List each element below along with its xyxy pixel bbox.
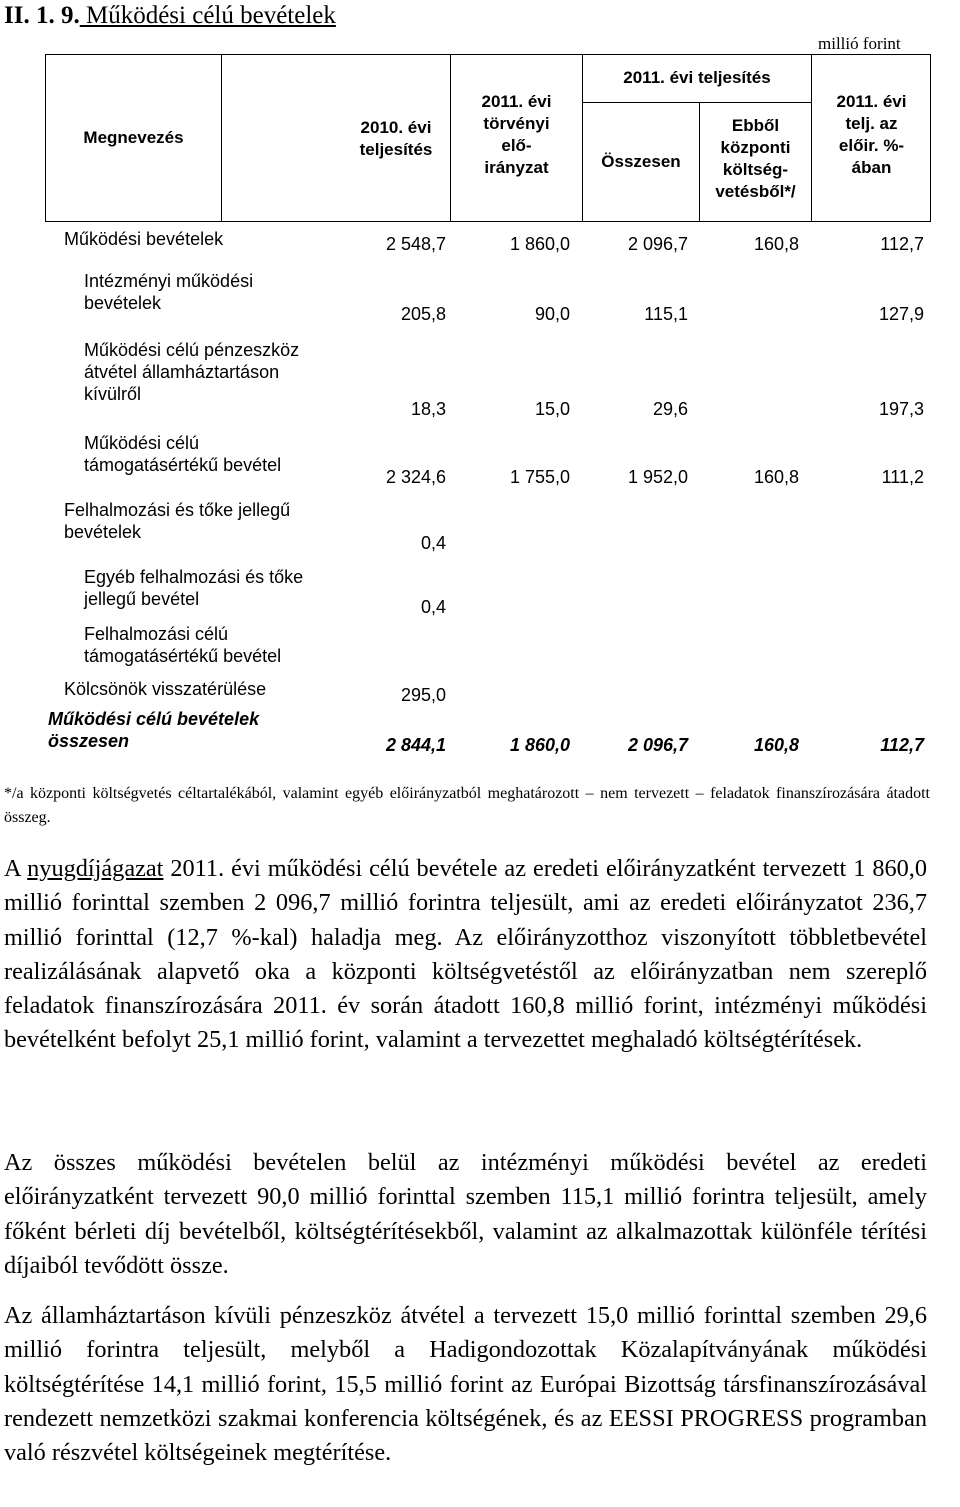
cell-total: 2 096,7: [627, 234, 688, 254]
cell-plan: 1 755,0: [509, 467, 570, 487]
cell-plan: 1 860,0: [509, 234, 570, 254]
cell-2010: 2 844,1: [385, 735, 446, 755]
header-perf-2011: 2011. évi teljesítés: [623, 68, 771, 87]
row-label: Egyéb felhalmozási és tőke jellegű bevétel: [84, 567, 304, 609]
section-number: II. 1. 9.: [4, 2, 80, 29]
cell-2010: 2 548,7: [385, 234, 446, 254]
unit-label: millió forint: [818, 34, 901, 53]
cell-total: 1 952,0: [627, 467, 688, 487]
cell-percent: 197,3: [878, 399, 924, 419]
cell-2010: 2 324,6: [385, 467, 446, 487]
cell-total: 2 096,7: [627, 735, 688, 755]
section-title: [4, 0, 336, 32]
paragraph: [4, 852, 927, 1058]
row-label: Felhalmozási és tőke jellegű bevételek: [64, 500, 291, 542]
cell-plan: 90,0: [534, 304, 570, 324]
header-divider: [221, 54, 222, 222]
row-label: Működési bevételek: [64, 229, 224, 249]
row-label-total: Működési célú bevételek összesen: [48, 709, 260, 751]
cell-2010: 205,8: [400, 304, 446, 324]
cell-percent: 112,7: [880, 234, 924, 254]
header-name: Megnevezés: [83, 128, 184, 147]
cell-plan: 1 860,0: [509, 735, 570, 755]
nyugdijagazat-link[interactable]: nyugdíjágazat: [27, 855, 164, 882]
cell-percent: 112,7: [880, 735, 924, 755]
header-percent: 2011. évi telj. az előir. %- ában: [836, 92, 907, 177]
header-plan-2011: 2011. évi törvényi elő- irányzat: [481, 92, 552, 177]
cell-2010: 0,4: [420, 597, 446, 617]
cell-central: 160,8: [753, 234, 799, 254]
cell-plan: 15,0: [534, 399, 570, 419]
cell-central: 160,8: [753, 467, 799, 487]
row-label: Működési célú támogatásértékű bevétel: [84, 433, 282, 475]
header-divider: [582, 102, 811, 103]
cell-central: 160,8: [753, 735, 799, 755]
para-prefix: A: [4, 855, 28, 882]
row-label: Működési célú pénzeszköz átvétel államháztartáson kívülről: [84, 340, 300, 404]
row-label: Intézményi működési bevételek: [84, 271, 254, 313]
cell-total: 115,1: [644, 304, 688, 324]
para-text: 2011. évi működési célú bevétele az eredeti előirányzatként tervezett 1 860,0 millió forinttal szemben 2 096,7 millió forintra teljesült, ami az eredeti előirányzatot 236,7 millió forinttal (12,7 %-kal) haladja meg. Az előirányzotthoz viszonyított többletbevétel realizálásának alapvető oka a központi költségvetéstől az előirányzatban nem szereplő feladatok finanszírozására 2011. év során átadott 160,8 millió forint, intézményi működési bevételként befolyt 25,1 millió forint, valamint a tervezettet meghaladó költségtérítések.: [4, 855, 928, 1054]
cell-percent: 111,2: [881, 467, 924, 487]
section-title-text: Működési célú bevételek: [79, 2, 336, 29]
header-total: Összesen: [601, 152, 681, 171]
footnote: */a központi költségvetés céltartalékából, valamint egyéb előirányzatból meghatározott – nem tervezett – feladatok finanszírozására átadott összeg.: [4, 785, 930, 826]
paragraph: Az államháztartáson kívüli pénzeszköz átvétel a tervezett 15,0 millió forinttal szemben 29,6 millió forintra teljesült, melyből a Hadigondozottak Közalapítványának működési költségtérítése 14,1 millió forint, 15,5 millió forint az Európai Bizottság társfinanszírozásával rendezett nemzetközi szakmai konferencia költségének, és az EESSI PROGRESS programban való részvétel költségeinek megtérítése.: [4, 1302, 927, 1467]
cell-2010: 295,0: [400, 685, 446, 705]
row-label: Felhalmozási célú támogatásértékű bevétel: [84, 624, 282, 666]
header-2010: 2010. évi teljesítés: [359, 118, 433, 159]
paragraph: Az összes működési bevételen belül az intézményi működési bevétel az eredeti előirányzatként tervezett 90,0 millió forinttal szemben 115,1 millió forintra teljesült, amely főként bérleti díj bevételből, költségtérítésekből, valamint az alkalmazottak különféle térítési díjaiból tevődött össze.: [4, 1149, 927, 1279]
cell-2010: 18,3: [410, 399, 446, 419]
cell-2010: 0,4: [420, 533, 446, 553]
cell-total: 29,6: [652, 399, 688, 419]
header-central-budget: Ebből központi költség- vetésből*/: [715, 116, 796, 201]
row-label: Kölcsönök visszatérülése: [64, 679, 267, 699]
cell-percent: 127,9: [878, 304, 924, 324]
